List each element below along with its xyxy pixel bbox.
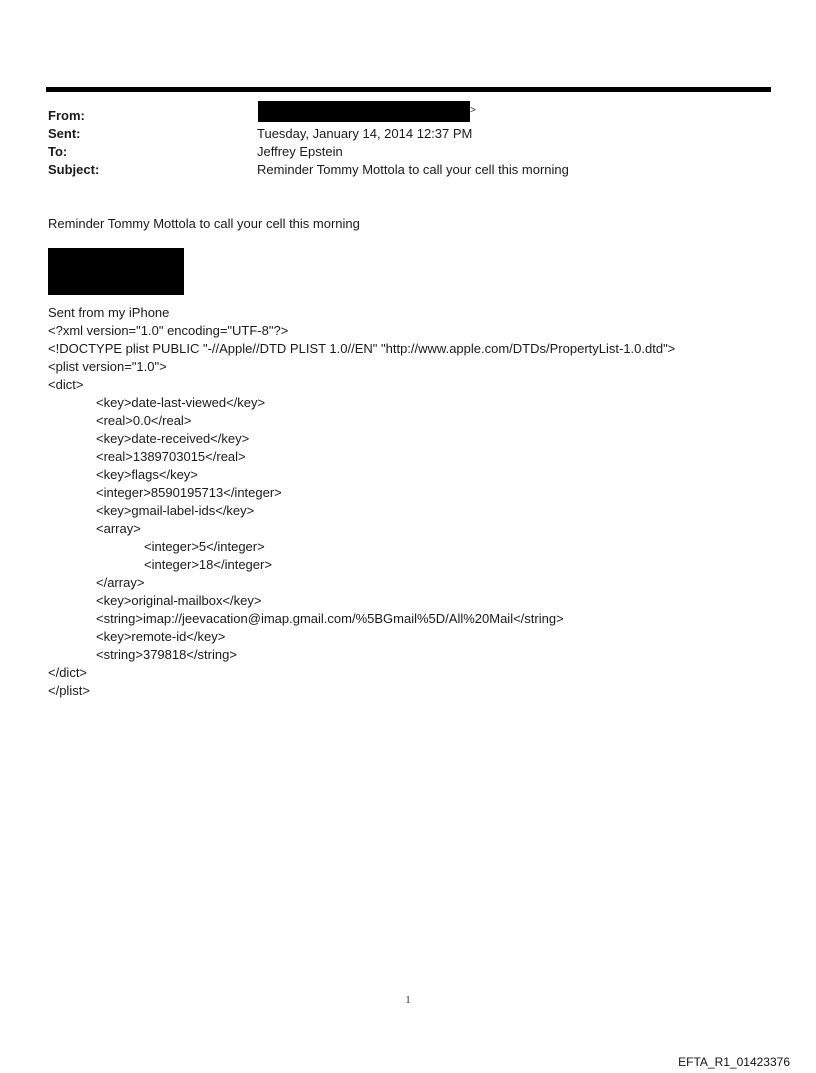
bates-number: EFTA_R1_01423376	[678, 1055, 790, 1069]
plist-line: <real>1389703015</real>	[96, 449, 246, 464]
plist-line: <integer>5</integer>	[144, 539, 265, 554]
plist-block	[48, 322, 675, 700]
signature-text: Sent from my iPhone	[48, 305, 170, 320]
to-value: Jeffrey Epstein	[257, 144, 343, 159]
page-number: 1	[405, 995, 411, 1006]
subject-label: Subject:	[48, 162, 100, 177]
to-row	[48, 143, 748, 161]
plist-line: <?xml version="1.0" encoding="UTF-8"?>	[48, 323, 289, 338]
plist-line: <real>0.0</real>	[96, 413, 192, 428]
plist-line: </dict>	[48, 665, 88, 680]
plist-line: <integer>8590195713</integer>	[96, 485, 282, 500]
plist-line: <key>flags</key>	[96, 467, 198, 482]
signature-redaction	[48, 248, 184, 295]
from-label: From:	[48, 108, 85, 123]
subject-row	[48, 161, 748, 179]
plist-line: <array>	[96, 521, 141, 536]
plist-line: <plist version="1.0">	[48, 359, 167, 374]
subject-value: Reminder Tommy Mottola to call your cell this morning	[257, 162, 569, 177]
plist-line: <key>date-received</key>	[96, 431, 250, 446]
plist-line: <integer>18</integer>	[144, 557, 272, 572]
from-redaction	[258, 101, 470, 122]
plist-line: </plist>	[48, 683, 90, 698]
sent-row	[48, 125, 748, 143]
message-text: Reminder Tommy Mottola to call your cell this morning	[48, 216, 360, 231]
header-rule	[46, 87, 771, 92]
sent-value: Tuesday, January 14, 2014 12:37 PM	[257, 126, 473, 141]
plist-line: <!DOCTYPE plist PUBLIC "-//Apple//DTD PLIST 1.0//EN" "http://www.apple.com/DTDs/PropertyList-1.0.dtd">	[48, 341, 676, 356]
plist-line: <dict>	[48, 377, 84, 392]
plist-line: <key>date-last-viewed</key>	[96, 395, 266, 410]
plist-line: <key>gmail-label-ids</key>	[96, 503, 255, 518]
from-stub: >	[470, 105, 476, 116]
sent-label: Sent:	[48, 126, 81, 141]
plist-line: <key>original-mailbox</key>	[96, 593, 262, 608]
plist-line: </array>	[96, 575, 145, 590]
to-label: To:	[48, 144, 68, 159]
plist-line: <key>remote-id</key>	[96, 629, 226, 644]
plist-line: <string>379818</string>	[96, 647, 237, 662]
plist-line: <string>imap://jeevacation@imap.gmail.com/%5BGmail%5D/All%20Mail</string>	[96, 611, 564, 626]
